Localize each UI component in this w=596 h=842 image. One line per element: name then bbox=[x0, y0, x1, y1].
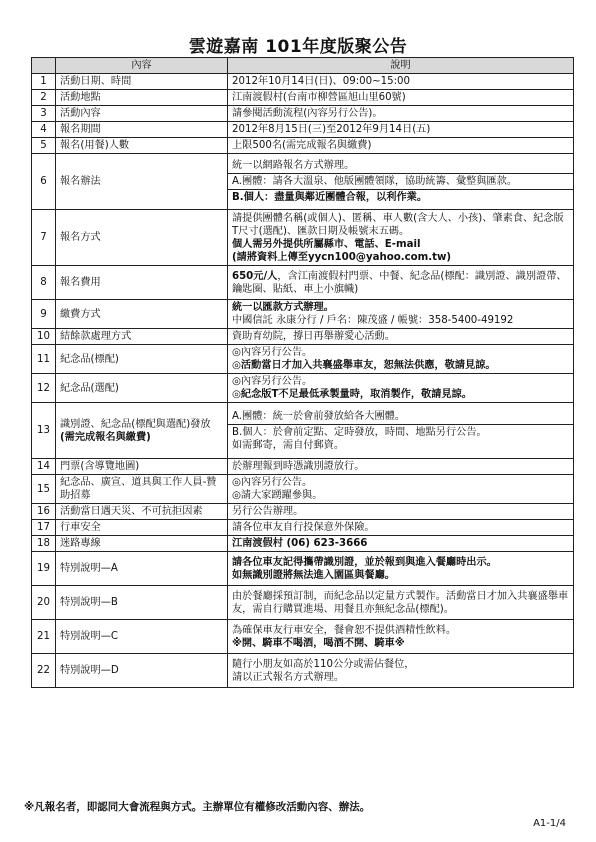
table-row bbox=[32, 74, 574, 90]
row-label-text: 活動當日遇天災、不可抗拒因素 bbox=[60, 506, 203, 517]
table-row bbox=[32, 122, 574, 138]
row-number: 16 bbox=[32, 504, 56, 520]
row-label-text: 繳費方式 bbox=[60, 308, 101, 320]
row-description bbox=[228, 329, 574, 345]
table-row bbox=[32, 154, 574, 210]
table-row bbox=[32, 266, 574, 300]
row-label bbox=[56, 138, 228, 154]
row-number: 18 bbox=[32, 536, 56, 552]
row-number: 22 bbox=[32, 654, 56, 688]
row-description bbox=[228, 74, 574, 90]
row-label-text: 特別說明—B bbox=[60, 597, 118, 608]
table-row bbox=[32, 552, 574, 586]
row-label bbox=[56, 520, 228, 536]
row-number: 13 bbox=[32, 403, 56, 459]
row-label-text: 紀念品、廣宣、道具與工作人員-贊助招募 bbox=[60, 477, 217, 501]
page-number: A1-1/4 bbox=[533, 818, 566, 829]
description-line: 中國信託 永康分行 / 戶名：陳茂盛 / 帳號：358-5400-49192 bbox=[232, 315, 514, 326]
row-label bbox=[56, 586, 228, 620]
row-description bbox=[228, 586, 574, 620]
row-label-text: 特別說明—D bbox=[60, 665, 119, 676]
header-desc: 說明 bbox=[228, 58, 574, 74]
description-line: 請參閱活動流程(內容另行公告)。 bbox=[232, 108, 383, 119]
row-label-text: 行車安全 bbox=[60, 522, 101, 533]
row-description bbox=[228, 620, 574, 654]
description-line: ※開、騎車不喝酒，喝酒不開、騎車※ bbox=[232, 637, 405, 649]
row-label-text: 報名期間 bbox=[60, 124, 101, 135]
row-label bbox=[56, 106, 228, 122]
row-label bbox=[56, 90, 228, 106]
row-label-text: 門票(含導覽地圖) bbox=[60, 461, 140, 472]
description-line: 如無識別證將無法進入園區與餐廳。 bbox=[232, 569, 395, 581]
row-number: 2 bbox=[32, 90, 56, 106]
row-label-text: 活動內容 bbox=[60, 108, 101, 119]
row-label-text: 報名方式 bbox=[60, 232, 101, 243]
table-row bbox=[32, 138, 574, 154]
row-description bbox=[228, 654, 574, 688]
description-line: ◎活動當日才加入共襄盛舉車友，恕無法供應，敬請見諒。 bbox=[232, 360, 496, 371]
table-row bbox=[32, 345, 574, 374]
row-label bbox=[56, 459, 228, 475]
announcement-table bbox=[31, 57, 574, 688]
row-label bbox=[56, 374, 228, 403]
table-row bbox=[32, 459, 574, 475]
row-description bbox=[228, 536, 574, 552]
row-description bbox=[228, 345, 574, 374]
table-header-row bbox=[32, 58, 574, 74]
row-label-text: 活動日期、時間 bbox=[60, 76, 132, 87]
description-line: 統一以網路報名方式辦理。 bbox=[228, 158, 573, 174]
row-label bbox=[56, 329, 228, 345]
row-description bbox=[228, 122, 574, 138]
description-line: 2012年8月15日(三)至2012年9月14日(五) bbox=[232, 124, 431, 135]
row-number: 19 bbox=[32, 552, 56, 586]
row-number: 20 bbox=[32, 586, 56, 620]
header-content: 內容 bbox=[56, 58, 228, 74]
description-line: A.團體：統一於會前發放給各大團體。 bbox=[228, 409, 573, 425]
row-number: 21 bbox=[32, 620, 56, 654]
table-row bbox=[32, 504, 574, 520]
row-label-text: 報名費用 bbox=[60, 277, 101, 288]
row-number: 17 bbox=[32, 520, 56, 536]
row-description bbox=[228, 154, 574, 210]
description-line: 由於餐廳採預訂制，而紀念品以定量方式製作。活動當日才加入共襄盛舉車友，需自行購買進場、用餐且亦無紀念品(標配)。 bbox=[232, 590, 569, 615]
row-label-text: 報名(用餐)人數 bbox=[60, 140, 130, 151]
header-no bbox=[32, 58, 56, 74]
description-line: 如需郵寄，需自付郵資。 bbox=[232, 439, 345, 451]
description-line: 上限500名(需完成報名與繳費) bbox=[232, 140, 372, 151]
table-row bbox=[32, 329, 574, 345]
row-number: 11 bbox=[32, 345, 56, 374]
description-line: 江南渡假村 (06) 623-3666 bbox=[232, 538, 368, 549]
table-row bbox=[32, 520, 574, 536]
row-label bbox=[56, 504, 228, 520]
row-description bbox=[228, 520, 574, 536]
row-description bbox=[228, 300, 574, 329]
row-description bbox=[228, 475, 574, 504]
description-line: 隨行小朋友如高於110公分或需佔餐位， bbox=[232, 658, 415, 670]
row-number: 1 bbox=[32, 74, 56, 90]
row-description bbox=[228, 374, 574, 403]
description-line: 統一以匯款方式辦理。 bbox=[232, 302, 334, 313]
description-line: A.團體：請各大溫泉、他版團體領隊，協助統籌、彙整與匯款。 bbox=[228, 174, 573, 190]
description-line: 於辦理報到時憑識別證放行。 bbox=[232, 461, 365, 472]
row-number: 15 bbox=[32, 475, 56, 504]
row-label bbox=[56, 210, 228, 266]
row-description bbox=[228, 210, 574, 266]
description-line: ◎請大家踴躍參與。 bbox=[232, 490, 323, 501]
row-label-text: 結餘款處理方式 bbox=[60, 331, 132, 342]
row-number: 10 bbox=[32, 329, 56, 345]
table-row bbox=[32, 654, 574, 688]
row-label bbox=[56, 345, 228, 374]
description-line: ◎內容另行公告。 bbox=[232, 376, 313, 387]
description-line: ◎內容另行公告。 bbox=[232, 347, 313, 358]
row-label-text: 報名辦法 bbox=[60, 176, 101, 187]
row-label-note: (需完成報名與繳費) bbox=[60, 431, 151, 443]
row-description bbox=[228, 106, 574, 122]
table-row bbox=[32, 403, 574, 459]
description-line: 請各位車友記得攜帶識別證，並於報到與進入餐廳時出示。 bbox=[232, 556, 497, 568]
row-number: 9 bbox=[32, 300, 56, 329]
description-line: 為確保車友行車安全，餐會恕不提供酒精性飲料。 bbox=[232, 624, 457, 636]
fee-amount: 650元/人 bbox=[232, 270, 278, 282]
description-line: 2012年10月14日(日)、09:00~15:00 bbox=[232, 76, 410, 87]
row-label bbox=[56, 154, 228, 210]
row-label-text: 識別證、紀念品(標配與選配)發放 bbox=[60, 418, 211, 430]
description-line: ◎紀念版T不足最低承製量時，取消製作，敬請見諒。 bbox=[232, 389, 472, 400]
table-row bbox=[32, 300, 574, 329]
row-label-text: 特別說明—A bbox=[60, 563, 118, 574]
document-title: 雲遊嘉南 101年度版聚公告 bbox=[188, 37, 408, 57]
row-label bbox=[56, 475, 228, 504]
row-label bbox=[56, 403, 228, 459]
row-label bbox=[56, 654, 228, 688]
footnote: ※凡報名者，即認同大會流程與方式。主辦單位有權修改活動內容、辦法。 bbox=[24, 801, 371, 813]
row-number: 7 bbox=[32, 210, 56, 266]
row-number: 3 bbox=[32, 106, 56, 122]
row-number: 8 bbox=[32, 266, 56, 300]
row-label bbox=[56, 300, 228, 329]
row-number: 12 bbox=[32, 374, 56, 403]
description-line: B.個人：於會前定點、定時發放，時間、地點另行公告。 bbox=[232, 426, 487, 438]
row-description bbox=[228, 552, 574, 586]
row-label-text: 紀念品(選配) bbox=[60, 382, 119, 394]
description-line: 請提供團體名稱(或個人)、匿稱、車人數(含大人、小孩)、肇素食、紀念版T尺寸(選配)、匯款日期及帳號末五碼。 bbox=[232, 212, 564, 237]
row-label-text: 活動地點 bbox=[60, 92, 101, 103]
table-row bbox=[32, 536, 574, 552]
row-number: 14 bbox=[32, 459, 56, 475]
table-row bbox=[32, 620, 574, 654]
description-line: B.個人：盡量與鄰近團體合報，以利作業。 bbox=[232, 192, 428, 203]
table-row bbox=[32, 475, 574, 504]
description-line: 個人需另外提供所屬縣市、電話、E-mail bbox=[232, 238, 421, 250]
description-line: 資助育幼院，撐日再舉辦愛心活動。 bbox=[232, 331, 395, 342]
row-description bbox=[228, 403, 574, 459]
row-description bbox=[228, 138, 574, 154]
description-line: 另行公告辦理。 bbox=[232, 506, 304, 517]
table-row bbox=[32, 586, 574, 620]
row-label bbox=[56, 74, 228, 90]
row-label bbox=[56, 552, 228, 586]
table-row bbox=[32, 90, 574, 106]
row-description bbox=[228, 266, 574, 300]
row-description bbox=[228, 90, 574, 106]
row-label-text: 迷路專線 bbox=[60, 538, 101, 549]
description-line: 江南渡假村(台南市柳營區旭山里60號) bbox=[232, 92, 406, 103]
description-line: 650元/人，含江南渡假村門票、中餐、紀念品(標配：識別證、識別證帶、鑰匙圈、貼紙、車上小旗幟) bbox=[232, 270, 567, 295]
row-label bbox=[56, 122, 228, 138]
table-row bbox=[32, 210, 574, 266]
description-line: 請以正式報名方式辦理。 bbox=[232, 671, 345, 683]
description-line: ◎內容另行公告。 bbox=[232, 477, 313, 488]
description-line: (請將資料上傳至yycn100@yahoo.com.tw) bbox=[232, 251, 452, 263]
row-label bbox=[56, 620, 228, 654]
row-description bbox=[228, 459, 574, 475]
row-label bbox=[56, 266, 228, 300]
row-label-text: 紀念品(標配) bbox=[60, 353, 119, 365]
row-description bbox=[228, 504, 574, 520]
row-number: 5 bbox=[32, 138, 56, 154]
description-line: 請各位車友自行投保意外保險。 bbox=[232, 522, 375, 533]
row-label bbox=[56, 536, 228, 552]
table-row bbox=[32, 106, 574, 122]
row-number: 6 bbox=[32, 154, 56, 210]
row-label-text: 特別說明—C bbox=[60, 631, 119, 642]
row-number: 4 bbox=[32, 122, 56, 138]
table-row bbox=[32, 374, 574, 403]
